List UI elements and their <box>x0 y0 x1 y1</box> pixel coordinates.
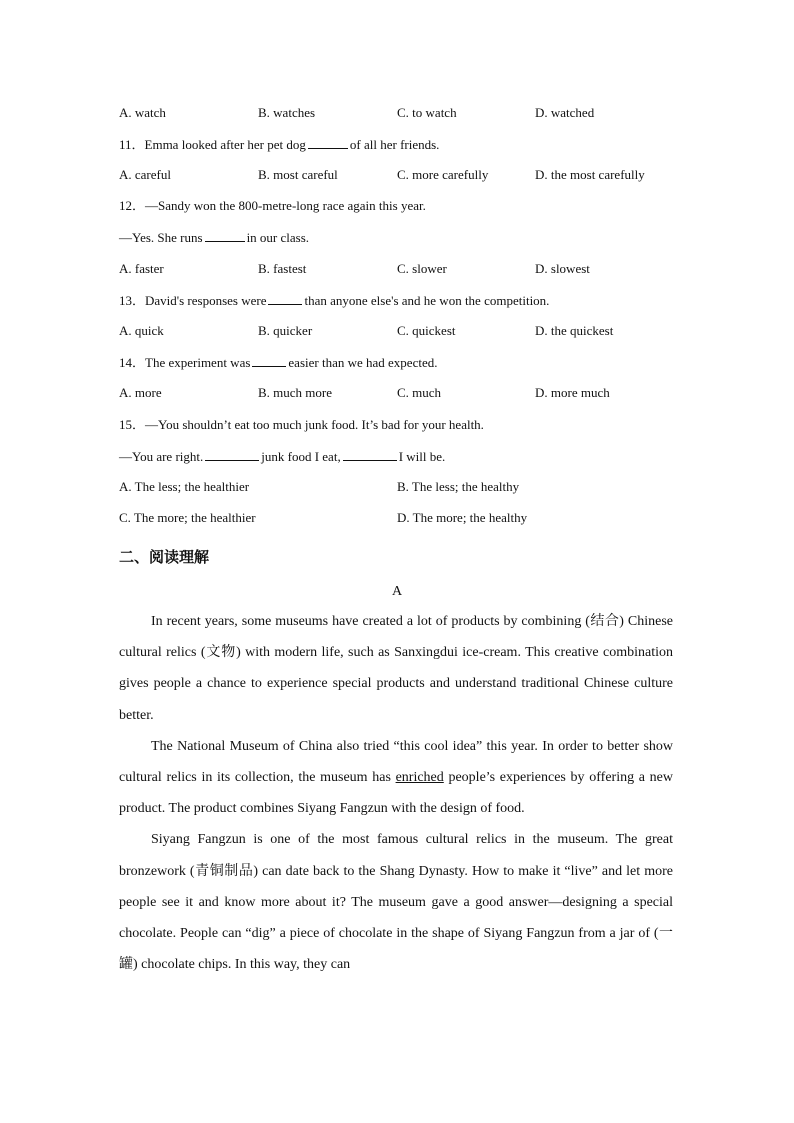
option-c[interactable]: C. much <box>397 385 442 400</box>
question-12: 12．—Sandy won the 800-metre-long race again this year. <box>119 198 426 213</box>
option-c[interactable]: C. to watch <box>397 105 457 120</box>
option-b[interactable]: B. most careful <box>258 167 338 182</box>
option-b[interactable]: B. fastest <box>258 261 307 276</box>
question-12-reply <box>119 229 309 246</box>
answer-blank <box>308 136 348 149</box>
reply-start: —Yes. She runs <box>119 230 203 245</box>
option-d[interactable]: D. slowest <box>535 261 590 276</box>
question-14 <box>119 354 437 371</box>
option-d[interactable]: D. the most carefully <box>535 167 645 182</box>
question-stem-end: of all her friends. <box>349 137 440 152</box>
question-stem: 11．Emma looked after her pet dog <box>119 137 306 152</box>
paragraph-2-start: The National Museum of China also tried “this cool idea” this year. In order to better show cultural relics in its collection, the museum has <box>119 738 673 786</box>
paragraph-3: Siyang Fangzun is one of the most famous cultural relics in the museum. The great bronzework (青铜制品) can date back to the Shang Dynasty. How to make it “live” and let more people see it and know more about it? The museum gave a good answer—designing a special chocolate. People can “dig” a piece of chocolate in the shape of Siyang Fangzun from a jar of (一罐) chocolate chips. In this way, they can <box>119 832 673 973</box>
option-a[interactable]: A. quick <box>119 323 164 338</box>
option-b[interactable]: B. watches <box>258 105 316 120</box>
section-title: 二、阅读理解 <box>119 548 210 566</box>
reply-start: —You are right. <box>119 449 204 464</box>
reply-end: in our class. <box>246 230 310 245</box>
paragraph-2 <box>119 731 673 825</box>
option-d[interactable]: D. the quickest <box>535 323 614 338</box>
underlined-word: enriched <box>395 770 444 786</box>
option-b[interactable]: B. much more <box>258 385 333 400</box>
answer-blank-1 <box>205 448 259 461</box>
passage-title: A <box>391 584 403 599</box>
reply-end: I will be. <box>398 449 446 464</box>
paragraph-1: In recent years, some museums have created a lot of products by combining (结合) Chinese cultural relics (文物) with modern life, such as Sanxingdui ice-cream. This creative combination gives people a chance to experience special products and understand traditional Chinese culture better. <box>119 614 673 723</box>
option-a[interactable]: A. faster <box>119 261 164 276</box>
option-a[interactable]: A. careful <box>119 167 171 182</box>
option-c[interactable]: C. The more; the healthier <box>119 510 256 525</box>
option-a[interactable]: A. more <box>119 385 162 400</box>
question-15: 15．—You shouldn’t eat too much junk food. It’s bad for your health. <box>119 417 484 432</box>
option-b[interactable]: B. quicker <box>258 323 313 338</box>
question-stem-end: than anyone else's and he won the competition. <box>304 293 550 308</box>
answer-blank <box>205 229 245 242</box>
option-d[interactable]: D. watched <box>535 105 595 120</box>
answer-blank <box>268 292 302 305</box>
passage-body <box>119 606 673 980</box>
question-15-reply <box>119 448 445 465</box>
option-a[interactable]: A. watch <box>119 105 166 120</box>
question-13 <box>119 292 549 309</box>
option-d[interactable]: D. more much <box>535 385 610 400</box>
option-d[interactable]: D. The more; the healthy <box>397 510 528 525</box>
answer-blank-2 <box>343 448 397 461</box>
question-stem: 14．The experiment was <box>119 355 251 370</box>
option-c[interactable]: C. slower <box>397 261 447 276</box>
question-stem-end: easier than we had expected. <box>288 355 438 370</box>
option-b[interactable]: B. The less; the healthy <box>397 479 520 494</box>
option-c[interactable]: C. quickest <box>397 323 456 338</box>
answer-blank <box>252 354 286 367</box>
option-c[interactable]: C. more carefully <box>397 167 489 182</box>
question-stem: 13．David's responses were <box>119 293 267 308</box>
option-a[interactable]: A. The less; the healthier <box>119 479 250 494</box>
question-11 <box>119 136 439 153</box>
paragraph-2-end: people’s experiences by offering a new product. The product combines Siyang Fangzun with the design of food. <box>119 770 673 817</box>
reply-middle: junk food I eat, <box>261 449 341 464</box>
